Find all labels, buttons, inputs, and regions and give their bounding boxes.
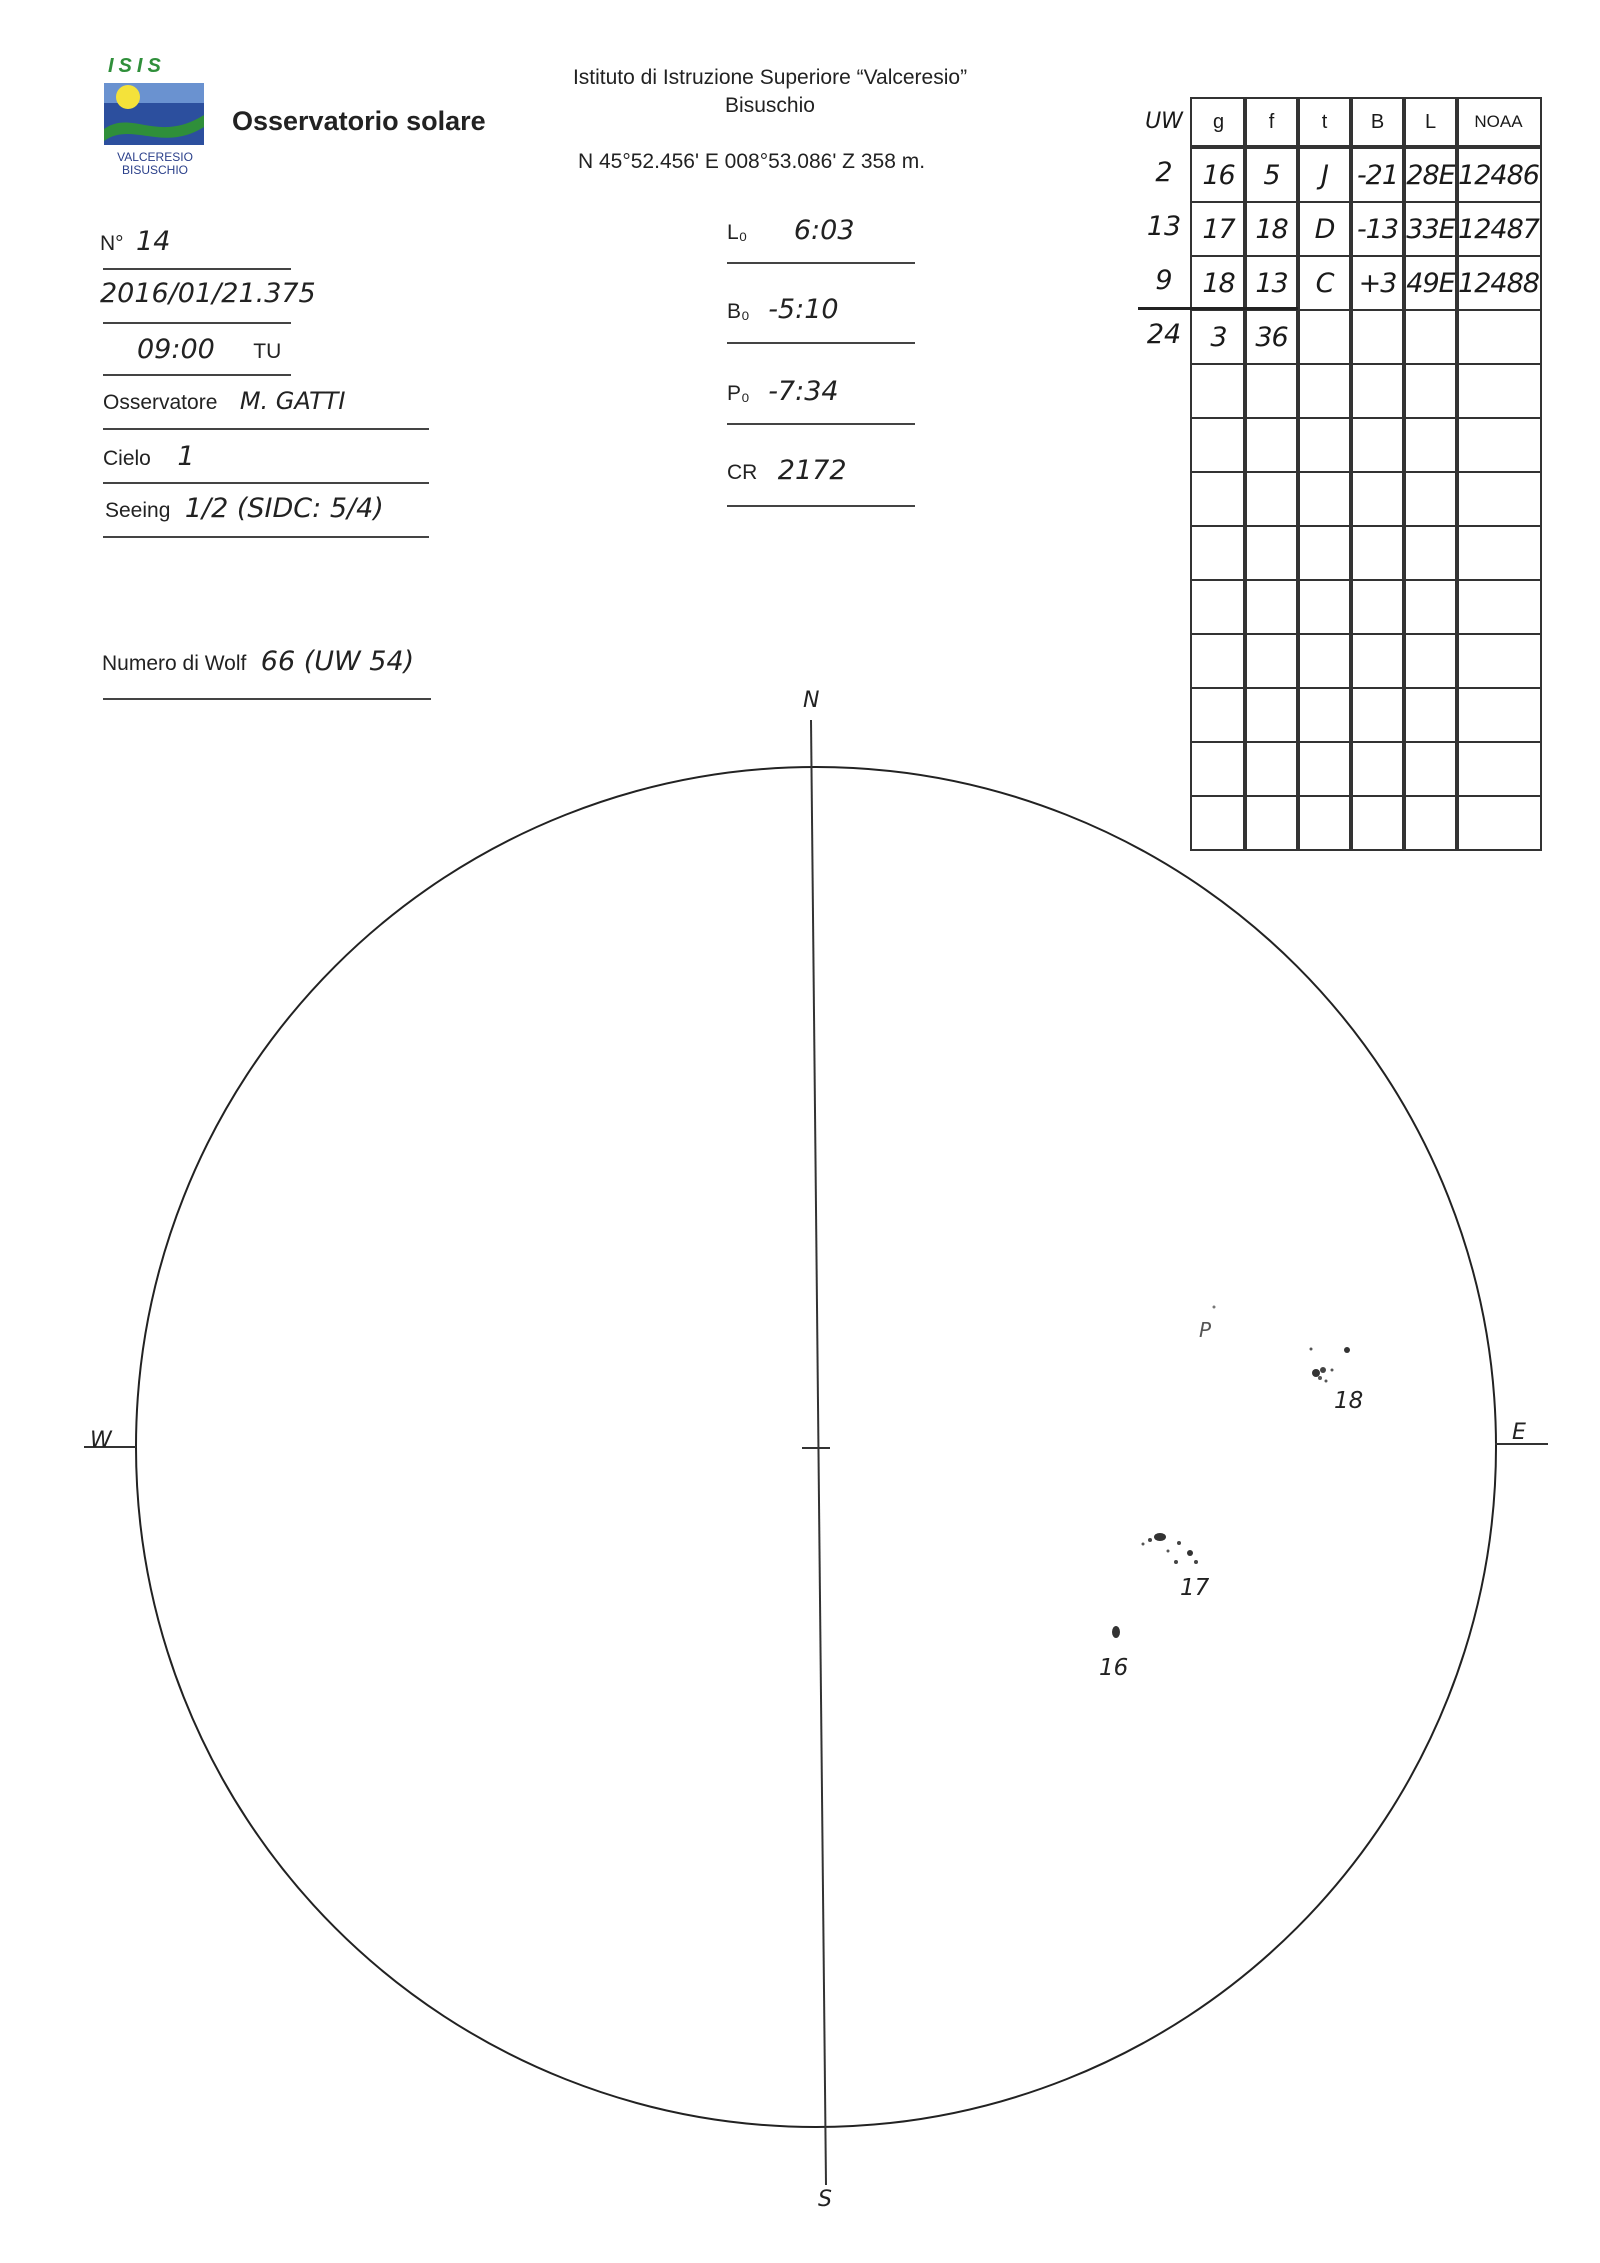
table-cell: 12488 [1455,255,1542,311]
logo-caption-1: VALCERESIO [117,150,193,164]
table-cell: 12486 [1455,147,1542,203]
column-header-b: B [1349,97,1406,147]
sky-label: Cielo [103,447,151,470]
table-cell: 17 [1190,201,1247,257]
column-header-noaa: NOAA [1455,97,1542,147]
column-header-g: g [1190,97,1247,147]
uw-value: 9 [1155,265,1173,296]
sheet-number-value: 14 [136,226,171,257]
column-header-l: L [1402,97,1459,147]
sheet-number-label: N° [100,232,124,255]
table-cell: 49E [1402,255,1459,311]
south-label: S [818,2187,832,2212]
cr-label: CR [727,461,758,484]
cr-value: 2172 [777,455,847,486]
total-spots: 36 [1243,309,1300,365]
logo-caption-2: BISUSCHIO [121,163,188,177]
table-cell: 16 [1190,147,1247,203]
table-cell: 18 [1243,201,1300,257]
time-unit: TU [253,340,282,363]
column-header-t: t [1296,97,1353,147]
institute-line-2: Bisuschio [725,94,815,117]
table-cell: 5 [1243,147,1300,203]
sunspot-group-16 [1112,1626,1120,1638]
table-cell: 28E [1402,147,1459,203]
table-cell: J [1296,147,1353,203]
column-header-f: f [1243,97,1300,147]
north-label: N [803,688,820,713]
group-label-18: 18 [1334,1388,1364,1414]
l0-value: 6:03 [793,215,855,246]
table-cell: +3 [1349,255,1406,311]
east-label: E [1512,1420,1526,1445]
seeing-label: Seeing [105,499,171,522]
p0-value: -7:34 [768,376,839,407]
logo-text: ISIS [108,55,166,77]
institute-line-1: Istituto di Istruzione Superiore “Valceresio” [572,66,968,89]
seeing-value: 1/2 (SIDC: 5/4) [184,493,384,524]
group-label-16: 16 [1099,1655,1129,1681]
uw-value: 13 [1146,211,1182,242]
group-label-17: 17 [1180,1575,1210,1601]
b0-value: -5:10 [768,294,839,325]
table-cell: -21 [1349,147,1406,203]
observation-date: 2016/01/21.375 [100,278,316,309]
north-south-axis [811,720,826,2185]
observer-value: M. GATTI [239,387,346,415]
uw-value: 2 [1155,157,1173,188]
table-cell: C [1296,255,1353,311]
total-groups: 3 [1190,309,1247,365]
table-cell: 13 [1243,255,1300,311]
polar-mark-label: P [1199,1318,1212,1342]
observer-label: Osservatore [103,391,218,414]
uw-total: 24 [1146,319,1182,350]
wolf-value: 66 (UW 54) [260,646,415,677]
sunspot-group-18 [1310,1347,1351,1383]
table-cell: 12487 [1455,201,1542,257]
observatory-title: Osservatorio solare [232,106,486,136]
table-cell: D [1296,201,1353,257]
table-cell: 33E [1402,201,1459,257]
uw-header: UW [1145,109,1183,134]
b0-label: B₀ [727,300,750,323]
west-label: W [90,1428,112,1453]
time-value: 09:00 [137,334,215,365]
polar-mark-dot [1213,1306,1216,1309]
sunspot-group-17 [1142,1533,1199,1564]
l0-label: L₀ [727,221,748,244]
observatory-coordinates: N 45°52.456' E 008°53.086' Z 358 m. [578,150,926,173]
table-cell: 18 [1190,255,1247,311]
table-cell: -13 [1349,201,1406,257]
wolf-label: Numero di Wolf [102,652,247,675]
p0-label: P₀ [727,382,750,405]
sky-value: 1 [177,441,195,472]
